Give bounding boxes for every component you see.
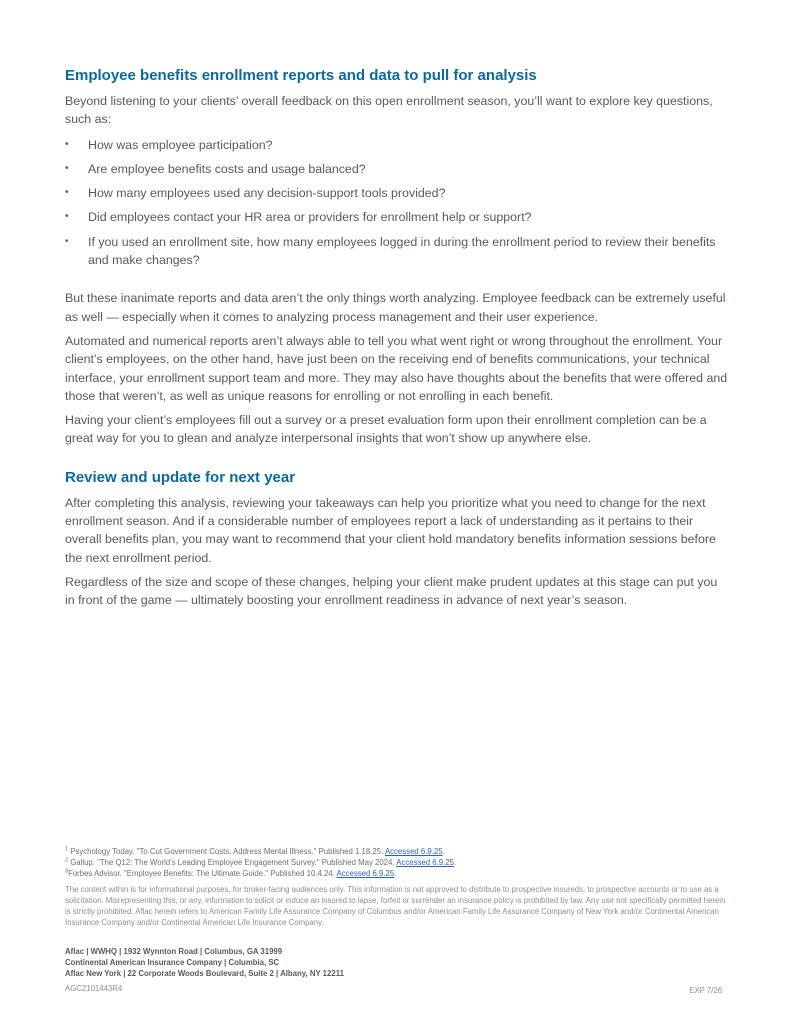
question-list [65, 136, 729, 270]
body-paragraph: After completing this analysis, reviewing your takeaways can help you prioritize what you need to change for the next enrollment season. And if a considerable number of employees report a lack of understanding as it pertains to their overall benefits plan, you may want to recommend that your client hold mandatory benefits information sessions before the next enrollment period. [65, 495, 716, 565]
body-paragraph: Regardless of the size and scope of these changes, helping your client make prudent updates at this stage can put you in front of the game — ultimately boosting your enrollment readiness in advance of next year’s season. [65, 574, 718, 608]
bullet-icon: • [65, 162, 69, 174]
legal-disclaimer: The content within is for informational purposes, for broker-facing audiences only. This information is not approved to distribute to prospective insureds, to prospective accounts or to use as a solicitation. Misrepresenting this, or any, information to solicit or induce an insured to lapse, forfeit or surrender an insurance policy is prohibited by law. Any use not specifically permitted herein is strictly prohibited. Aflac herein refers to American Family Life Assurance Company of Columbus and/or American Family Life Assurance Company of New York and/or Continental American Insurance Company and/or Continental American Life Insurance Company. [65, 885, 726, 927]
list-item: • How many employees used any decision-support tools provided? [65, 184, 729, 202]
document-code: AGC2101443R4 [65, 984, 123, 993]
bullet-icon: • [65, 138, 69, 150]
body-paragraph: Automated and numerical reports aren’t always able to tell you what went right or wrong throughout the enrollment. Your client’s employees, on the other hand, have just been on the receiving end of benefits communications, your technical interface, your enrollment support team and more. They may also have thoughts about the benefits that were offered and those that weren’t, as well as unique reasons for enrolling or not enrolling in each benefit. [65, 333, 728, 403]
body-paragraph: But these inanimate reports and data aren’t the only things worth analyzing. Employee feedback can be extremely useful as well — especially when it comes to analyzing process management and their user experience. [65, 291, 726, 324]
body-paragraph: Having your client’s employees fill out a survey or a preset evaluation form upon their enrollment completion can be a great way for you to glean and analyze interpersonal insights that won’t show up anywhere else. [65, 413, 707, 446]
footnote: $^2$ Gallup. "The Q12: The World's Leading Employee Engagement Survey." Published May 2024. Accessed 6.9.25. [65, 857, 457, 867]
footnote-link[interactable]: Accessed 6.9.25 [384, 847, 443, 856]
address-line: Continental American Insurance Company | Columbia, SC [65, 958, 280, 967]
bullet-icon: • [65, 211, 69, 223]
footnote: $^3$Forbes Advisor. "Employee Benefits: The Ultimate Guide." Published 10.4.24. Accessed 6.9.25. [65, 868, 397, 878]
address-line: Aflac New York | 22 Corporate Woods Boulevard, Suite 2 | Albany, NY 12211 [65, 969, 344, 978]
section-heading-reports: Employee benefits enrollment reports and data to pull for analysis [65, 67, 537, 84]
address-line: Aflac | WWHQ | 1932 Wynnton Road | Columbus, GA 31999 [65, 947, 283, 956]
document-body [65, 0, 729, 610]
list-item: • How was employee participation? [65, 136, 729, 154]
bullet-icon: • [65, 235, 69, 247]
footnote: $^1$ Psychology Today. "To Cut Government Costs, Address Mental Illness." Published 1.18.25. Accessed 6.9.25. [65, 846, 445, 856]
footnote-link[interactable]: Accessed 6.9.25 [336, 869, 395, 878]
company-addresses [65, 946, 729, 979]
intro-paragraph: Beyond listening to your clients’ overall feedback on this open enrollment season, you’ll want to explore key questions, such as: [65, 94, 713, 127]
bullet-icon: • [65, 187, 69, 199]
footnotes [65, 846, 729, 928]
list-item: • If you used an enrollment site, how many employees logged in during the enrollment period to review their benefits and make changes? [65, 234, 716, 268]
list-item: • Did employees contact your HR area or providers for enrollment help or support? [65, 208, 729, 226]
footnote-link[interactable]: Accessed 6.9.25 [396, 858, 454, 867]
list-item: • Are employee benefits costs and usage balanced? [65, 160, 729, 178]
expiration-code: EXP 7/26 [689, 986, 722, 995]
section-heading-review: Review and update for next year [65, 468, 296, 486]
